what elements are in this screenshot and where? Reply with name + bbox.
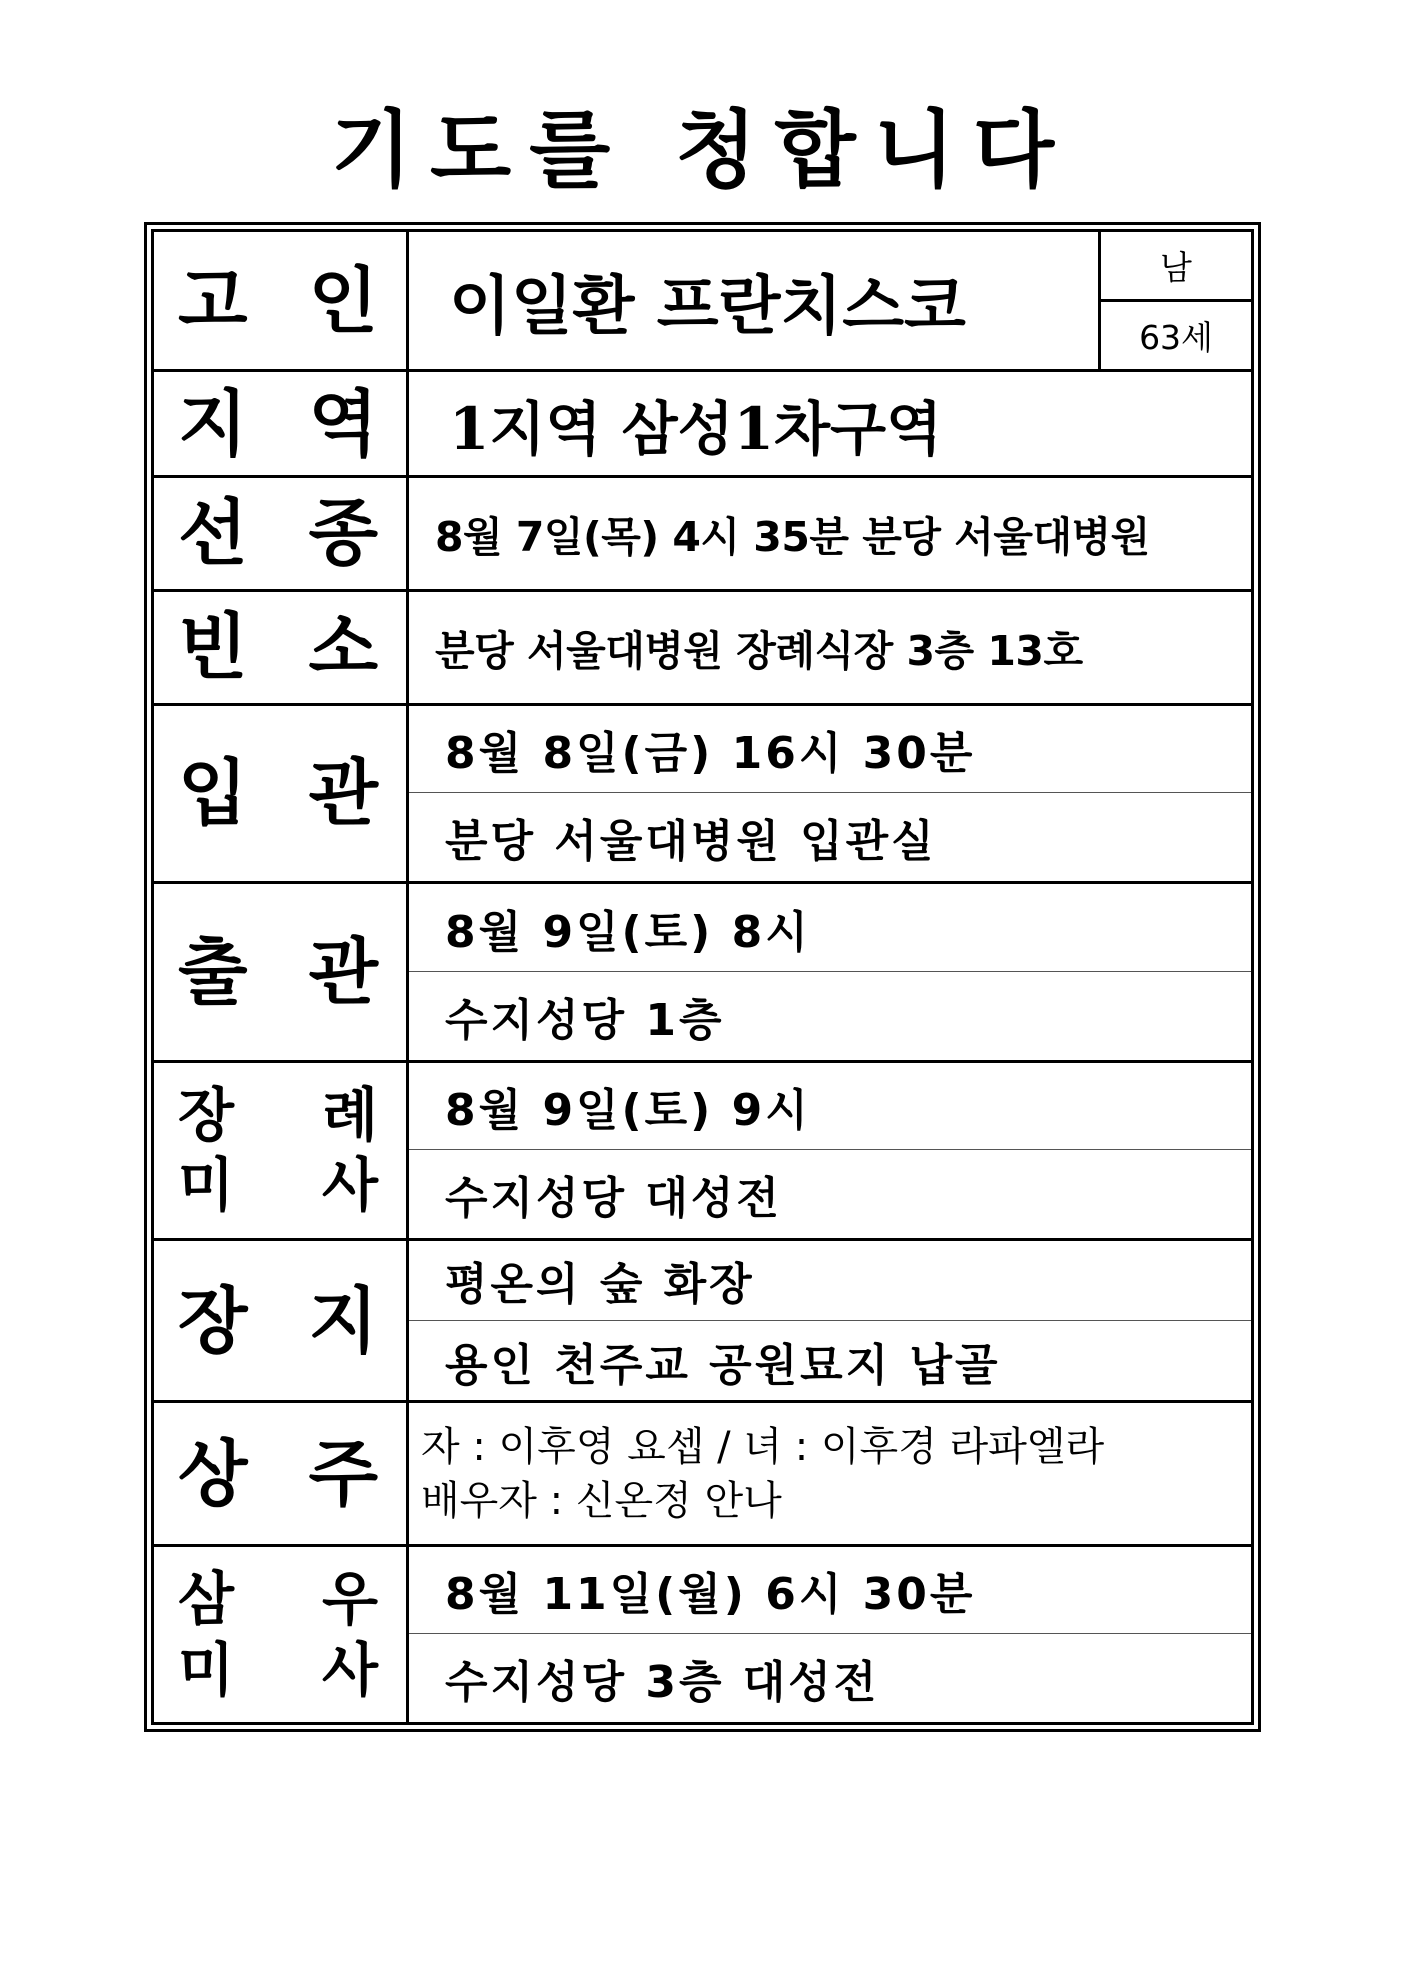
departure-label: 출 관 <box>178 928 378 1014</box>
region-label: 지 역 <box>178 380 378 466</box>
funeral-mass-label: 장 례 미 사 <box>178 1080 378 1220</box>
funeral-mass-label-cell <box>153 1061 408 1239</box>
death-value-cell <box>408 476 1253 590</box>
page-title: 기도를 청합니다 <box>330 100 1073 199</box>
departure-datetime-cell <box>408 883 1253 972</box>
region-label-cell <box>153 371 408 477</box>
deceased-label: 고 인 <box>178 257 378 343</box>
departure-place-cell <box>408 971 1253 1061</box>
deceased-age: 63세 <box>1100 300 1253 371</box>
burial-label-cell <box>153 1240 408 1402</box>
burial-cremation-cell <box>408 1240 1253 1321</box>
mourners-value-cell <box>408 1402 1253 1546</box>
death-label: 선 종 <box>178 490 378 576</box>
region-value: 1지역 삼성1차구역 <box>449 394 943 463</box>
funeral-mass-place: 수지성당 대성전 <box>445 1173 782 1225</box>
mourners-label-cell <box>153 1402 408 1546</box>
mourners-spouse: 배우자 : 신온정 안나 <box>421 1477 782 1524</box>
deceased-label-cell <box>153 231 408 371</box>
mortuary-value: 분당 서울대병원 장례식장 3층 13호 <box>435 626 1083 675</box>
deceased-name-cell <box>408 231 1100 371</box>
funeral-mass-place-cell <box>408 1150 1253 1240</box>
departure-datetime: 8월 9일(토) 8시 <box>445 906 811 958</box>
memorial-mass-label-cell <box>153 1546 408 1724</box>
burial-cremation: 평온의 숲 화장 <box>445 1259 755 1311</box>
memorial-mass-label: 삼 우 미 사 <box>178 1564 378 1704</box>
memorial-mass-datetime-cell <box>408 1546 1253 1634</box>
mourners-value <box>409 1420 1251 1528</box>
funeral-mass-datetime-cell <box>408 1061 1253 1150</box>
funeral-notice-table <box>144 222 1261 1732</box>
burial-label: 장 지 <box>178 1277 378 1363</box>
encoffining-datetime: 8월 8일(금) 16시 30분 <box>445 728 976 780</box>
funeral-mass-datetime: 8월 9일(토) 9시 <box>445 1084 811 1136</box>
mortuary-label-cell <box>153 590 408 704</box>
burial-interment: 용인 천주교 공원묘지 납골 <box>445 1339 1001 1391</box>
memorial-mass-place: 수지성당 3층 대성전 <box>445 1657 880 1709</box>
encoffining-datetime-cell <box>408 704 1253 793</box>
encoffining-label-cell <box>153 704 408 882</box>
encoffining-place-cell <box>408 793 1253 883</box>
departure-place: 수지성당 1층 <box>445 994 725 1046</box>
mortuary-label: 빈 소 <box>178 604 378 690</box>
region-value-cell <box>408 371 1253 477</box>
memorial-mass-datetime: 8월 11일(월) 6시 30분 <box>445 1569 976 1621</box>
deceased-gender: 남 <box>1100 231 1253 301</box>
death-value: 8월 7일(목) 4시 35분 분당 서울대병원 <box>435 512 1150 561</box>
memorial-mass-place-cell <box>408 1634 1253 1724</box>
mourners-label: 상 주 <box>178 1430 378 1516</box>
deceased-name: 이일환 프란치스코 <box>449 268 966 344</box>
encoffining-label: 입 관 <box>178 750 378 836</box>
burial-interment-cell <box>408 1320 1253 1402</box>
mortuary-value-cell <box>408 590 1253 704</box>
mourners-children: 자 : 이후영 요셉 / 녀 : 이후경 라파엘라 <box>421 1423 1105 1470</box>
departure-label-cell <box>153 883 408 1061</box>
encoffining-place: 분당 서울대병원 입관실 <box>445 816 937 868</box>
death-label-cell <box>153 476 408 590</box>
